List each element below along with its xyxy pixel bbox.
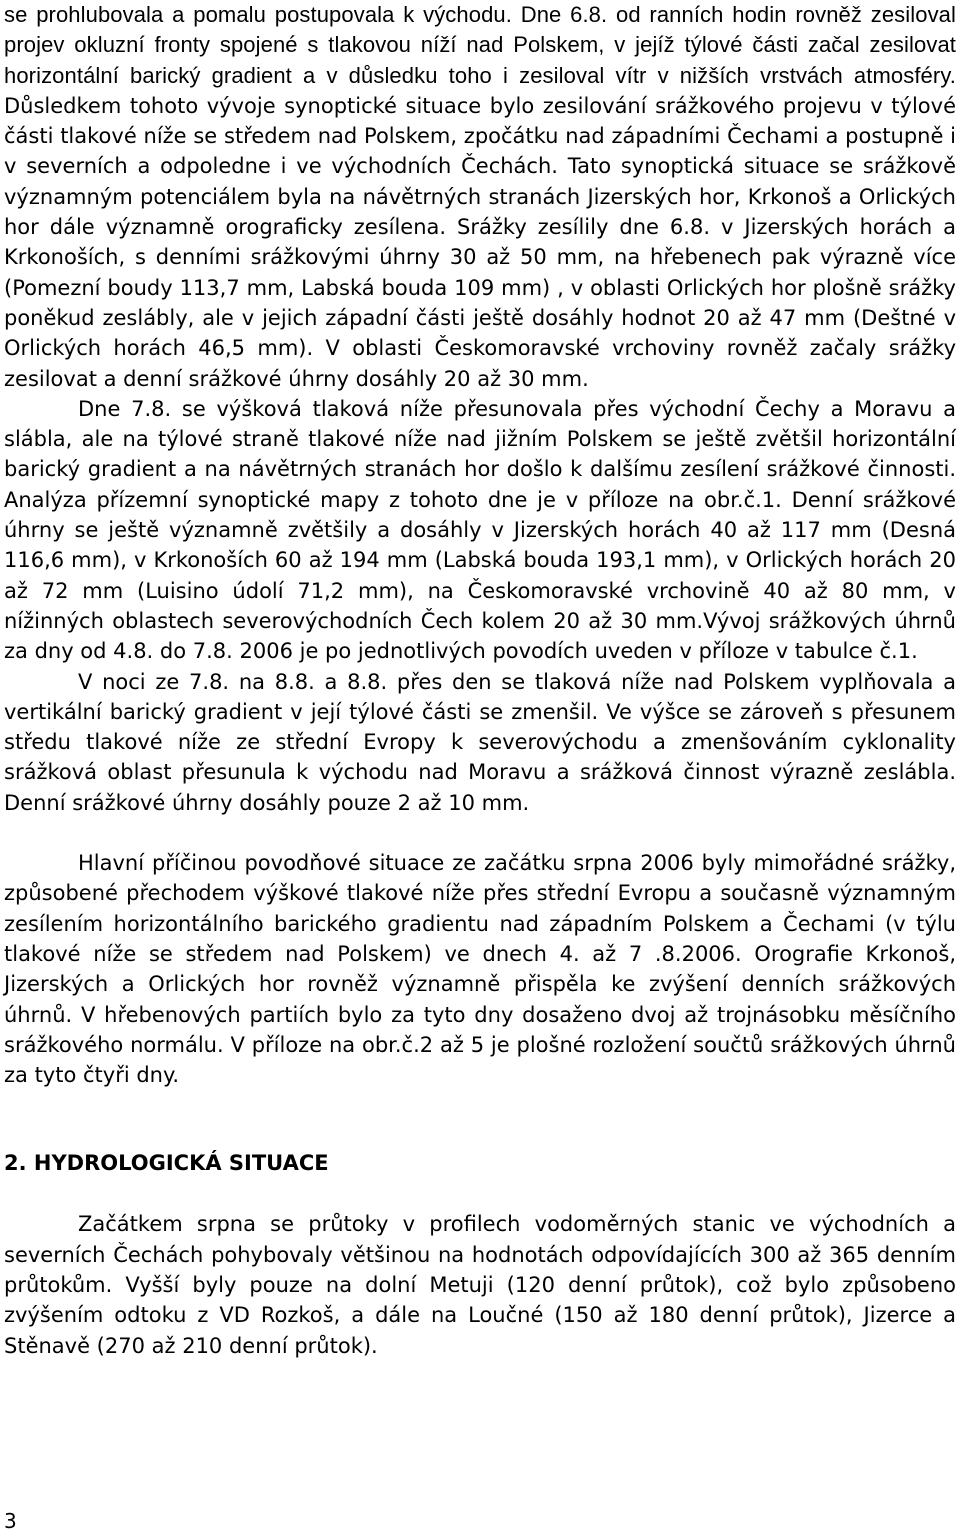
document-page	[4, 0, 956, 1361]
paragraph-synoptic-7-8: Dne 7.8. se výšková tlaková níže přesunovala přes východní Čechy a Moravu a slábla, ale na týlové straně tlakové níže nad jižním Polskem se ještě zvětšil horizontální barický gradient a na návětrných stranách hor došlo k dalšímu zesílení srážkové činnosti. Analýza přízemní synoptické mapy z tohoto dne je v příloze na obr.č.1. Denní srážkové úhrny se ještě významně zvětšily a dosáhly v Jizerských horách 40 až 117 mm (Desná 116,6 mm), v Krkonoších 60 až 194 mm (Labská bouda 193,1 mm), v Orlických horách 20 až 72 mm (Luisino údolí 71,2 mm), na Českomoravské vrchovině 40 až 80 mm, v nížinných oblastech severovýchodních Čech kolem 20 až 30 mm.Vývoj srážkových úhrnů za dny od 4.8. do 7.8. 2006 je po jednotlivých povodích uveden v příloze v tabulce č.1.	[4, 396, 956, 664]
paragraph-synoptic-8-8: V noci ze 7.8. na 8.8. a 8.8. přes den se tlaková níže nad Polskem vyplňovala a vertikální barický gradient v její týlové části se zmenšil. Ve výšce se zároveň s přesunem středu tlakové níže ze střední Evropy k severovýchodu a zmenšováním cyklonality srážková oblast přesunula k východu nad Moravu a srážková činnost výrazně zeslábla. Denní srážkové úhrny dosáhly pouze 2 až 10 mm.	[4, 669, 956, 815]
paragraph-synoptic-6-8-start: se prohlubovala a pomalu postupovala k východu. Dne 6.8. od ranních hodin rovněž zesiloval projev okluzní fronty spojené s tlakovou níží nad Polskem, v jejíž týlové části začal zesilovat horizontální barický gradient a v důsledku toho i zesiloval vítr v nižších vrstvách atmosféry.	[4, 2, 956, 88]
section-heading-hydrological: 2. HYDROLOGICKÁ SITUACE	[4, 1151, 329, 1176]
paragraph-main-cause: Hlavní příčinou povodňové situace ze začátku srpna 2006 byly mimořádné srážky, způsobené přechodem výškové tlakové níže přes střední Evropu a současně významným zesílením horizontálního barického gradientu nad západním Polskem a Čechami (v týlu tlakové níže se středem nad Polskem) ve dnech 4. až 7 .8.2006. Orografie Krkonoš, Jizerských a Orlických hor rovněž významně přispěla ke zvýšení denních srážkových úhrnů. V hřebenových partiích bylo za tyto dny dosaženo dvoj až trojnásobku měsíčního srážkového normálu. V příloze na obr.č.2 až 5 je plošné rozložení součtů srážkových úhrnů za tyto čtyři dny.	[4, 851, 956, 1088]
paragraph-synoptic-6-8-continuation: Důsledkem tohoto vývoje synoptické situace bylo zesilování srážkového projevu v týlové části tlakové níže se středem nad Polskem, zpočátku nad západními Čechami a postupně i v severních a odpoledne i ve východních Čechách. Tato synoptická situace se srážkově významným potenciálem byla na návětrných stranách Jizerských hor, Krkonoš a Orlických hor dále významně orograficky zesílena. Srážky zesílily dne 6.8. v Jizerských horách a Krkonoších, s denními srážkovými úhrny 30 až 50 mm, na hřebenech pak výrazně více (Pomezní boudy 113,7 mm, Labská bouda 109 mm) , v oblasti Orlických hor plošně srážky poněkud zeslábly, ale v jejich západní části ještě dosáhly hodnot 20 až 47 mm (Deštné v Orlických horách 46,5 mm). V oblasti Českomoravské vrchoviny rovněž začaly srážky zesilovat a denní srážkové úhrny dosáhly 20 až 30 mm.	[4, 93, 956, 391]
paragraph-hydrological: Začátkem srpna se průtoky v profilech vodoměrných stanic ve východních a severních Čechách pohybovaly většinou na hodnotách odpovídajících 300 až 365 denním průtokům. Vyšší byly pouze na dolní Metuji (120 denní průtok), což bylo způsobeno zvýšením odtoku z VD Rozkoš, a dále na Loučné (150 až 180 denní průtok), Jizerce a Stěnavě (270 až 210 denní průtok).	[4, 1212, 956, 1358]
page-number: 3	[4, 1509, 17, 1533]
paragraph-synoptic-6-8	[4, 0, 956, 394]
